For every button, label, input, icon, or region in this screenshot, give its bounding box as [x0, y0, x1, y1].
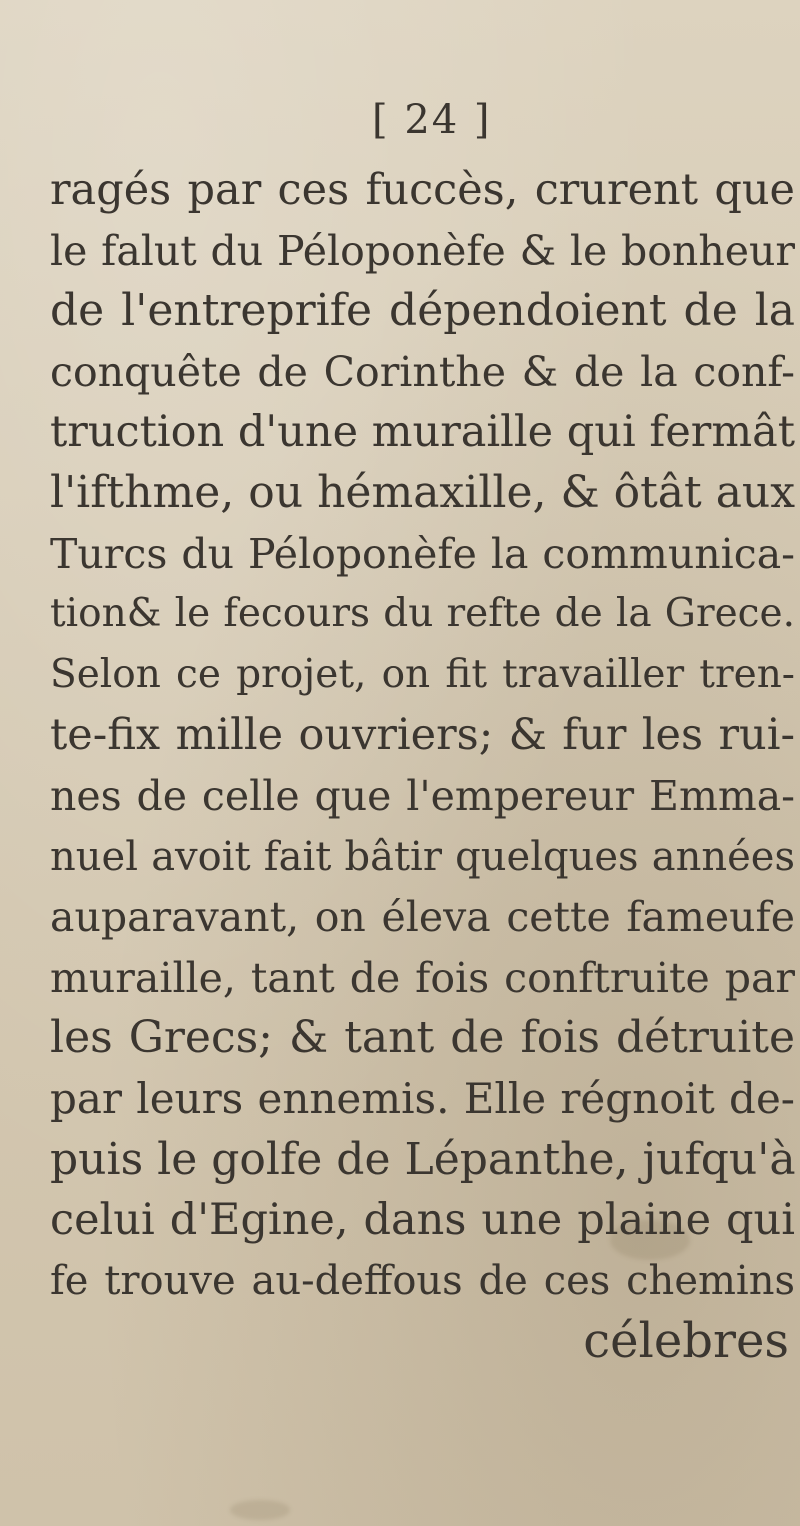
body-text [50, 160, 795, 1372]
text-line: de l'entreprife dépendoient de la [50, 285, 795, 337]
text-line: puis le golfe de Lépanthe, jufqu'à [50, 1133, 796, 1185]
text-line: tion& le fecours du refte de la Grece. [50, 591, 795, 637]
text-line: muraille, tant de fois conftruite par [50, 953, 795, 1002]
text-line: les Grecs; & tant de fois détruite [50, 1012, 795, 1064]
text-line: par leurs ennemis. Elle régnoit de- [50, 1073, 795, 1123]
text-line: le falut du Péloponèfe & le bonheur [50, 226, 795, 275]
text-line: Selon ce projet, on fit travailler tren- [50, 651, 795, 697]
text-line: Turcs du Péloponèfe la communica- [50, 529, 795, 578]
text-line: truction d'une muraille qui fermât [50, 407, 796, 458]
text-line: fe trouve au-deffous de ces chemins [50, 1257, 795, 1304]
paper-stain [230, 1500, 290, 1520]
text-line: te-fix mille ouvriers; & fur les rui- [50, 710, 795, 761]
text-line: auparavant, on éleva cette fameufe [50, 893, 795, 942]
text-line: conquête de Corinthe & de la conf- [50, 347, 795, 396]
text-line: celui d'Egine, dans une plaine qui [50, 1195, 795, 1246]
text-line: nuel avoit fait bâtir quelques années [50, 833, 795, 880]
page-number: [ 24 ] [372, 97, 492, 143]
text-line: nes de celle que l'empereur Emma- [50, 771, 795, 820]
text-line: ragés par ces fuccès, crurent que [50, 165, 795, 215]
text-line: l'ifthme, ou hémaxille, & ôtât aux [50, 466, 796, 518]
catchword: célebres [583, 1313, 789, 1370]
